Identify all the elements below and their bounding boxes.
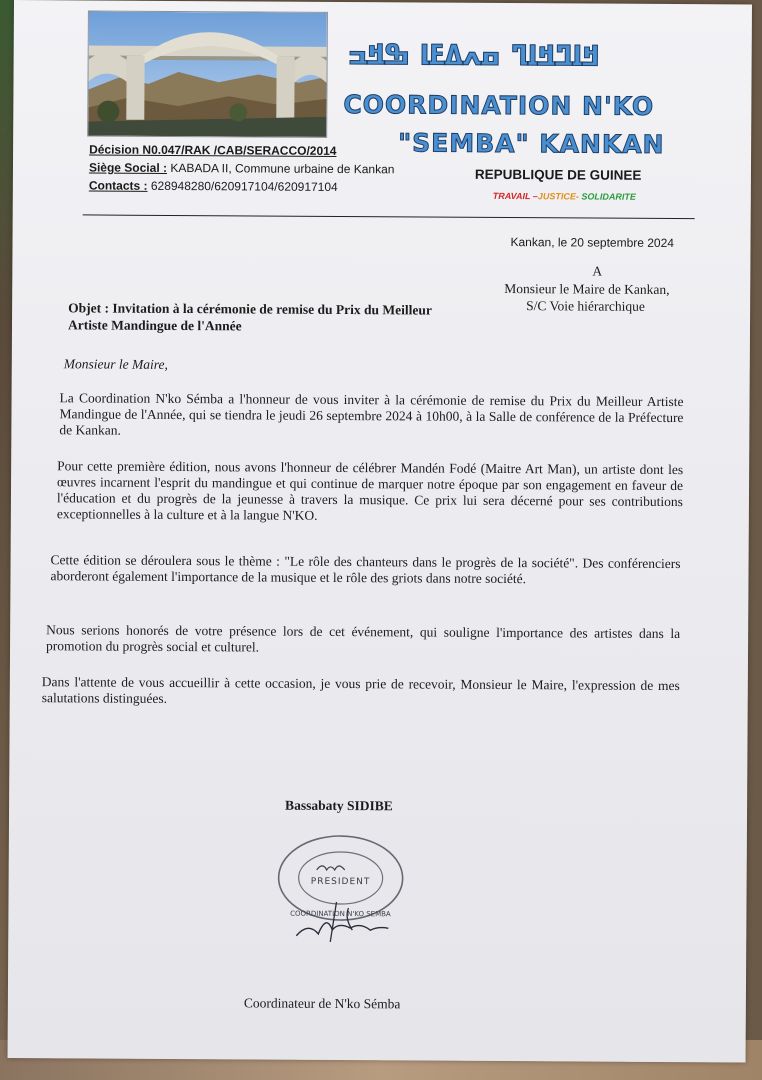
subject-line2: Artiste Mandingue de l'Année bbox=[67, 317, 242, 334]
national-motto bbox=[493, 191, 636, 202]
closing-title: Coordinateur de N'ko Sémba bbox=[243, 995, 401, 1012]
signatory-name: Bassabaty SIDIBE bbox=[285, 797, 393, 814]
contacts-line bbox=[89, 178, 338, 194]
stamp-ring-text: COORDINATION N'KO SEMBA bbox=[290, 909, 391, 919]
paragraph-laureate: Pour cette première édition, nous avons l'honneur de célébrer Mandén Fodé (Maitre Art Man), un artiste dont les œuvres incarnent l'esprit du mandingue et qui continue de marquer notre époque par son engagement en faveur de l'éducation et du progrès de la jeunesse à travers la musique. Ce prix lui sera décerné pour ses contributions exceptionnelles à la culture et à la langue N'KO. bbox=[56, 458, 684, 523]
salutation: Monsieur le Maire, bbox=[63, 356, 168, 372]
letter-date: Kankan, le 20 septembre 2024 bbox=[510, 235, 675, 251]
official-stamp bbox=[276, 832, 427, 943]
paragraph-closing: Dans l'attente de vous accueillir à cette occasion, je vous prie de recevoir, Monsieur le Maire, l'expression de mes salutations distinguées. bbox=[41, 674, 680, 706]
nko-org-name: ߞߊߣߞߊߣ ߛߍߡߓߊ ߒߞߏ bbox=[347, 38, 600, 73]
paragraph-honor: Nous serions honorés de votre présence lors de cet événement, qui souligne l'importance des artistes dans la promotion du progrès social et culturel. bbox=[46, 622, 681, 655]
paragraph-invitation: La Coordination N'ko Sémba a l'honneur de vous inviter à la cérémonie de remise du Prix du Meilleur Artiste Mandingue de l'Année, qui se tiendra le jeudi 26 septembre 2024 à 10h00, à la Salle de conférence de la Préfecture de Kankan. bbox=[59, 390, 684, 438]
recipient-line2: S/C Voie hiérarchique bbox=[526, 298, 645, 314]
decision-label: Décision N0.047/RAK /CAB/SERACCO/2014 bbox=[89, 142, 337, 158]
stamp-president-text: PRESIDENT bbox=[310, 876, 371, 888]
paragraph-theme: Cette édition se déroulera sous le thème : "Le rôle des chanteurs dans le progrès de la société". Des conférenciers aborderont également l'importance de la musique et le rôle des griots dans notre société. bbox=[50, 552, 681, 587]
siege-line bbox=[89, 160, 395, 176]
siege-label: Siège Social : bbox=[88, 160, 168, 175]
motto-solidarite: SOLIDARITE bbox=[578, 191, 636, 202]
siege-value: KABADA II, Commune urbaine de Kankan bbox=[166, 160, 395, 177]
subject-line1: Objet : Invitation à la cérémonie de remise du Prix du Meilleur bbox=[68, 300, 432, 318]
contacts-label: Contacts : bbox=[88, 178, 148, 193]
letter-page bbox=[8, 0, 752, 1062]
org-name-line2: "SEMBA" KANKAN bbox=[398, 128, 665, 159]
republic-title: REPUBLIQUE DE GUINEE bbox=[474, 166, 642, 183]
motto-justice: JUSTICE- bbox=[537, 191, 579, 202]
contacts-value: 628948280/620917104/620917104 bbox=[147, 178, 338, 194]
header-divider bbox=[83, 214, 695, 219]
bridge-photo bbox=[87, 10, 328, 137]
recipient-a: A bbox=[592, 263, 603, 279]
motto-travail: TRAVAIL – bbox=[492, 190, 538, 202]
decision-line bbox=[89, 142, 337, 158]
recipient-line1: Monsieur le Maire de Kankan, bbox=[504, 281, 670, 298]
org-name-line1: COORDINATION N'KO bbox=[343, 90, 655, 121]
